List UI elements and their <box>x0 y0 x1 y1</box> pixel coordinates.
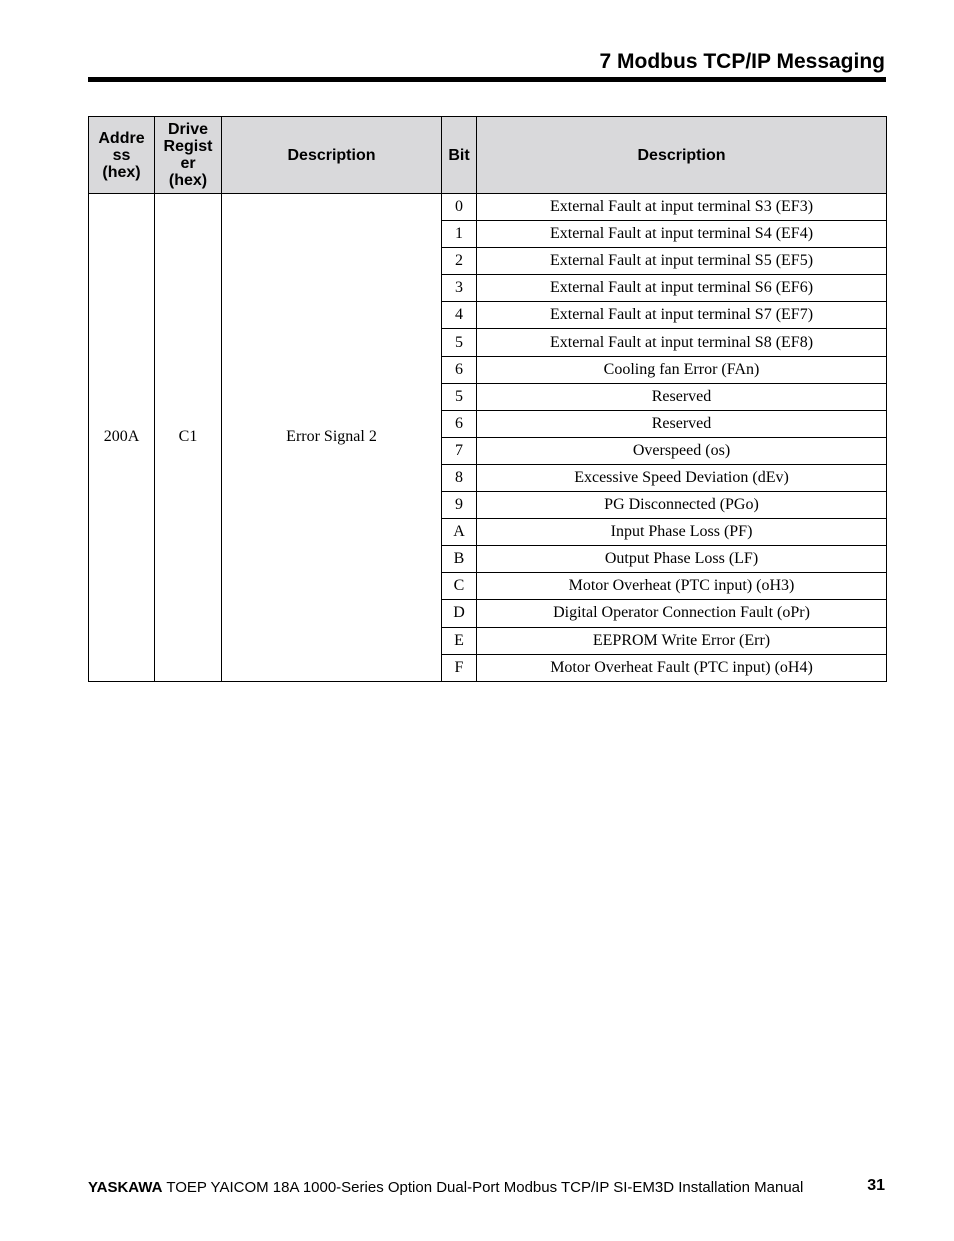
drive-register-cell: C1 <box>155 194 222 682</box>
bit-description-cell: Output Phase Loss (LF) <box>477 546 887 573</box>
bit-cell: 8 <box>442 464 477 491</box>
bit-description-cell: External Fault at input terminal S4 (EF4) <box>477 221 887 248</box>
bit-description-cell: External Fault at input terminal S8 (EF8) <box>477 329 887 356</box>
bit-cell: 1 <box>442 221 477 248</box>
bit-description-cell: External Fault at input terminal S7 (EF7) <box>477 302 887 329</box>
bit-description-header: Description <box>477 117 887 194</box>
description-header: Description <box>222 117 442 194</box>
bit-cell: 3 <box>442 275 477 302</box>
bit-cell: D <box>442 600 477 627</box>
bit-description-cell: Reserved <box>477 383 887 410</box>
bit-cell: 5 <box>442 329 477 356</box>
bit-description-cell: Overspeed (os) <box>477 437 887 464</box>
bit-description-cell: Cooling fan Error (FAn) <box>477 356 887 383</box>
register-description-cell: Error Signal 2 <box>222 194 442 682</box>
bit-cell: 0 <box>442 194 477 221</box>
bit-cell: F <box>442 654 477 681</box>
bit-cell: 9 <box>442 492 477 519</box>
bit-description-cell: External Fault at input terminal S6 (EF6) <box>477 275 887 302</box>
address-header: Addre ss (hex) <box>89 117 155 194</box>
bit-cell: C <box>442 573 477 600</box>
bit-cell: B <box>442 546 477 573</box>
table-row <box>89 194 887 221</box>
bit-description-cell: EEPROM Write Error (Err) <box>477 627 887 654</box>
address-cell: 200A <box>89 194 155 682</box>
bit-cell: 4 <box>442 302 477 329</box>
footer-manual-title: TOEP YAICOM 18A 1000-Series Option Dual-Port Modbus TCP/IP SI-EM3D Installation Manual <box>162 1179 804 1196</box>
bit-description-cell: Input Phase Loss (PF) <box>477 519 887 546</box>
register-table <box>88 116 887 682</box>
bit-description-cell: External Fault at input terminal S3 (EF3) <box>477 194 887 221</box>
footer-brand: YASKAWA <box>88 1179 163 1196</box>
bit-header: Bit <box>442 117 477 194</box>
bit-description-cell: Motor Overheat Fault (PTC input) (oH4) <box>477 654 887 681</box>
bit-cell: 2 <box>442 248 477 275</box>
bit-description-cell: Motor Overheat (PTC input) (oH3) <box>477 573 887 600</box>
bit-cell: 6 <box>442 410 477 437</box>
bit-description-cell: Excessive Speed Deviation (dEv) <box>477 464 887 491</box>
bit-cell: 6 <box>442 356 477 383</box>
bit-description-cell: PG Disconnected (PGo) <box>477 492 887 519</box>
bit-cell: 5 <box>442 383 477 410</box>
bit-description-cell: Reserved <box>477 410 887 437</box>
table-header-row <box>89 117 887 194</box>
section-title: 7 Modbus TCP/IP Messaging <box>599 50 885 73</box>
bit-cell: A <box>442 519 477 546</box>
bit-cell: E <box>442 627 477 654</box>
bit-cell: 7 <box>442 437 477 464</box>
title-rule <box>88 77 886 82</box>
footer <box>88 1179 803 1196</box>
bit-description-cell: External Fault at input terminal S5 (EF5) <box>477 248 887 275</box>
drive-register-header: Drive Regist er (hex) <box>155 117 222 194</box>
bit-description-cell: Digital Operator Connection Fault (oPr) <box>477 600 887 627</box>
page-number: 31 <box>867 1177 885 1194</box>
